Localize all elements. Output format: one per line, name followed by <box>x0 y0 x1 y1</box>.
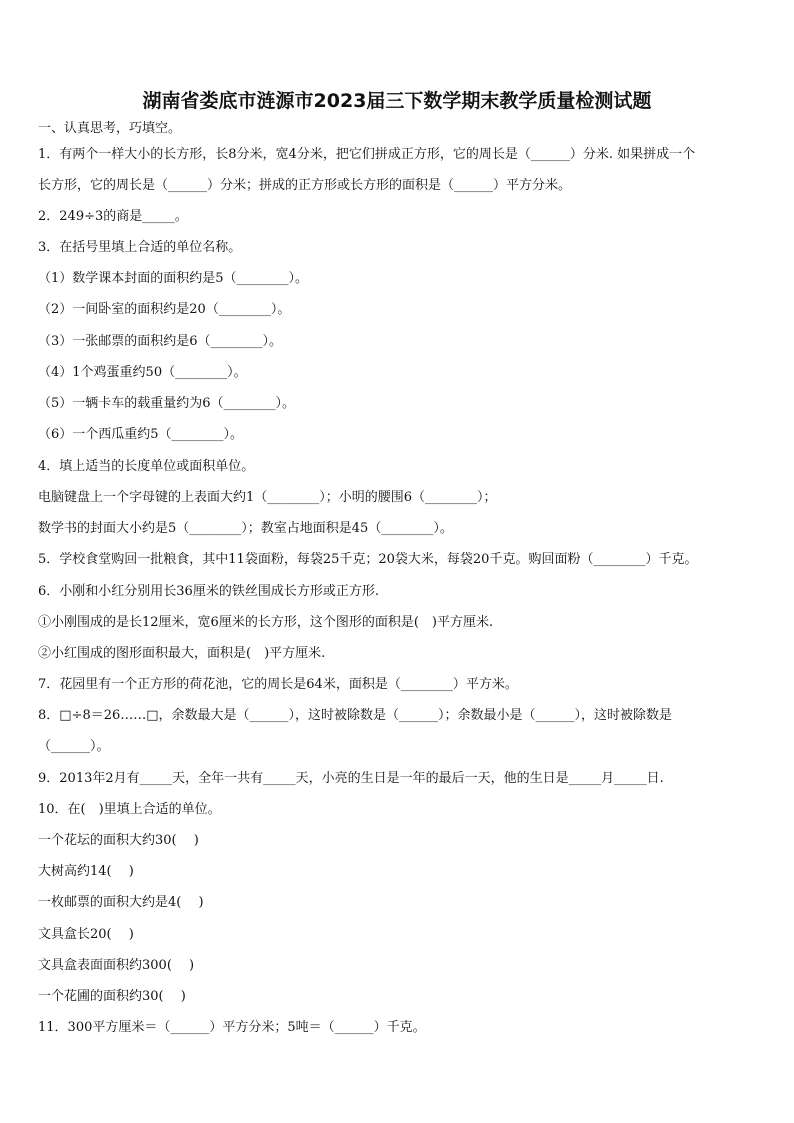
question-1-line-1: 1．有两个一样大小的长方形，长8分米，宽4分米，把它们拼成正方形，它的周长是（______）分米. 如果拼成一个 <box>38 147 696 162</box>
question-1-line-2: 长方形，它的周长是（______）分米；拼成的正方形或长方形的面积是（______）平方分米。 <box>38 178 572 193</box>
section-heading: 一、认真思考，巧填空。 <box>38 121 182 136</box>
question-11: 11．300平方厘米＝（______）平方分米；5吨＝（______）千克。 <box>38 1020 426 1035</box>
question-6: 6．小刚和小红分别用长36厘米的铁丝围成长方形或正方形. <box>38 584 379 599</box>
question-5: 5．学校食堂购回一批粮食，其中11袋面粉，每袋25千克；20袋大米，每袋20千克。购回面粉（________）千克。 <box>38 552 698 567</box>
question-7: 7．花园里有一个正方形的荷花池，它的周长是64米，面积是（________）平方米。 <box>38 677 518 692</box>
question-4-line-1: 电脑键盘上一个字母键的上表面大约1（________）；小明的腰围6（________）； <box>38 490 497 505</box>
question-3-item-2: （2）一间卧室的面积约是20（________）。 <box>38 302 291 317</box>
question-10-item-2: 大树高约14( ) <box>38 864 134 879</box>
question-10-item-4: 文具盒长20( ) <box>38 927 134 942</box>
page-title: 湖南省娄底市涟源市2023届三下数学期末教学质量检测试题 <box>142 90 652 112</box>
question-10-item-5: 文具盒表面面积约300( ) <box>38 958 195 973</box>
question-4-line-2: 数学书的封面大小约是5（________）；教室占地面积是45（________）。 <box>38 521 453 536</box>
question-3-item-5: （5）一辆卡车的载重量约为6（________）。 <box>38 396 296 411</box>
question-10-item-6: 一个花圃的面积约30( ) <box>38 989 186 1004</box>
question-8-line-1: 8．□÷8＝26……□，余数最大是（______），这时被除数是（______）；余数最小是（______），这时被除数是 <box>38 708 673 723</box>
question-8-line-2: （______）。 <box>38 739 110 754</box>
question-6-part-2: ②小红围成的图形面积最大，面积是( )平方厘米. <box>38 646 326 661</box>
question-3: 3．在括号里填上合适的单位名称。 <box>38 240 242 255</box>
question-10-item-3: 一枚邮票的面积大约是4( ) <box>38 895 204 910</box>
question-9: 9．2013年2月有_____天，全年一共有_____天，小亮的生日是一年的最后一天，他的生日是_____月_____日. <box>38 771 664 786</box>
question-3-item-6: （6）一个西瓜重约5（________）。 <box>38 427 244 442</box>
question-10-item-1: 一个花坛的面积大约30( ) <box>38 833 199 848</box>
question-2: 2．249÷3的商是_____。 <box>38 209 188 224</box>
question-4: 4．填上适当的长度单位或面积单位。 <box>38 459 255 474</box>
question-3-item-1: （1）数学课本封面的面积约是5（________）。 <box>38 271 309 286</box>
question-3-item-4: （4）1个鸡蛋重约50（________）。 <box>38 365 247 380</box>
question-3-item-3: （3）一张邮票的面积约是6（________）。 <box>38 334 283 349</box>
question-10: 10．在( )里填上合适的单位。 <box>38 802 221 817</box>
question-6-part-1: ①小刚围成的是长12厘米，宽6厘米的长方形，这个图形的面积是( )平方厘米. <box>38 615 494 630</box>
